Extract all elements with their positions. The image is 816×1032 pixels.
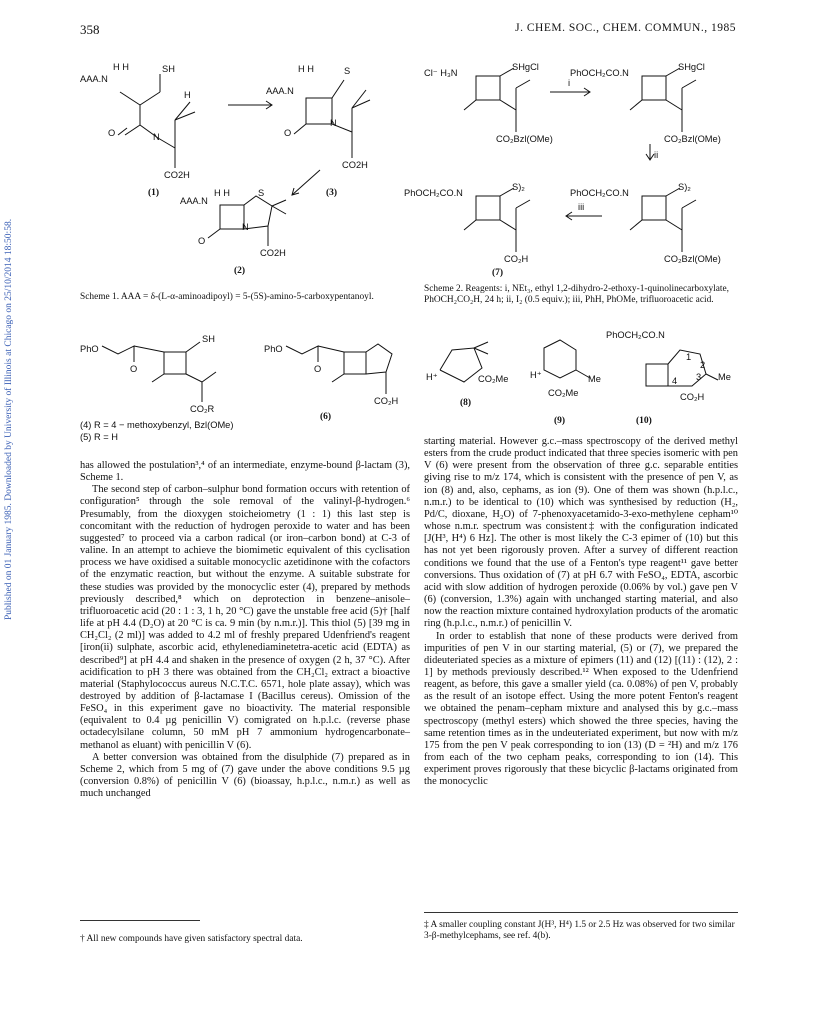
footnote-rule-right bbox=[424, 912, 738, 913]
left-paragraph-2: The second step of carbon–sulphur bond formation occurs with retention of configuration⁵ through the sole removal of the valinyl-β-hydrogen.⁶ Presumably, from the dioxygen stoicheiometry (1 : 1) this last step is concomitant with the reduction of hydrogen peroxide to water and has been suggested⁷ to proceed via a carbon radical (or iron–carbon bond) at C-3 of valine. In an attempt to achieve the biomimetic equivalent of this cyclisation process we have oxidised a suitable monocyclic azetidinone with the cofactors of the enzymatic reaction, but without the enzyme. A suitable substrate for these studies was provided by the monocyclic ester (4), prepared by methods previously described,⁸ which on deprotection in benzene–anisole–trifluoroacetic acid (20 : 1 : 3, 1 h, 20 °C) gave the unstable free acid (5)† [half life at pH 4.4 (D₂O) at 20 °C is ca. 9 min (by n.m.r.)]. This thiol (5) [39 mg in CH₂Cl₂ (2 ml)] was added to 4.2 ml of freshly prepared Udenfriend's reagent [iron(ii) sulphate, ascorbic acid, ethylenediaminetetra-acetic acid (EDTA) as described⁹] at pH 4.4 and shaken in the presence of oxygen (2 h, 37 °C). After acidification to pH 3 there was obtained from the CH₂Cl₂ extract a bioactive material (Staphylococcus aureus N.C.T.C. 6571, hole plate assay), which was destroyed by addition of β-lactamase I (Bacillus cereus). Omission of the FeSO₄ in this experiment gave no bioactivity. The material responsible (equivalent to 0.4 µg penicillin V) comigrated on h.p.l.c. (reverse phase octadecylsilane column, 50 mM pH 7 ammonium hydrogencarbonate–methanol as eluant) with penicillin V (6). bbox=[80, 484, 410, 751]
scheme-2-label-phoch2co-b: PhOCH₂CO.N bbox=[570, 68, 629, 78]
compound-10-label-me: Me bbox=[718, 372, 731, 382]
structures-4-5-6 bbox=[80, 328, 410, 448]
compound-10-label-phoch2co: PhOCH₂CO.N bbox=[606, 330, 665, 340]
scheme-2-structure-d bbox=[630, 188, 696, 252]
scheme-1-label-o-2: O bbox=[198, 236, 206, 246]
right-column-text bbox=[424, 436, 738, 789]
compound-number-1: (1) bbox=[148, 188, 160, 198]
compound-10-locant-4: 4 bbox=[672, 376, 678, 386]
compound-number-3: (3) bbox=[326, 188, 338, 198]
ion-8-label-hplus: H⁺ bbox=[426, 372, 438, 382]
page-number: 358 bbox=[80, 22, 100, 37]
compound-4-label-o: O bbox=[130, 364, 138, 374]
scheme-1-label-co2h-1: CO2H bbox=[164, 170, 190, 180]
scheme-2-label-shgcl-b: SHgCl bbox=[678, 62, 705, 72]
compound-legend-4: (4) R = 4 − methoxybenzyl, Bzl(OMe) bbox=[80, 420, 234, 430]
scheme-2-label-s2-d: S)₂ bbox=[678, 182, 691, 192]
scheme-2-label-co2bzl-d: CO₂Bzl(OMe) bbox=[664, 254, 721, 264]
compound-number-9: (9) bbox=[554, 416, 566, 426]
compound-10-locant-1: 1 bbox=[686, 352, 692, 362]
ion-8-ring bbox=[440, 348, 482, 382]
scheme-1-label-o-3: O bbox=[284, 128, 292, 138]
right-paragraph-1: starting material. However g.c.–mass spectroscopy of the derived methyl esters from the crude product indicated that three species isomeric with pen V (6) were present from the observation of three g.c. separable entities giving rise to m/z 174, which is consistent with the presence of pen V, as ion (8) and, also, cephams, as ion (9). One of them was shown (h.p.l.c., n.m.r.) to be identical to (10) which was synthesised by reduction (H₂, Pd/C, dioxane, H₂O) of 7-phenoxyacetamido-3-exo-methylene cepham¹⁰ whose n.m.r. spectrum was consistent‡ with the configuration indicated [J(H³, H⁴) 6 Hz]. The other is most likely the C-3 epimer of (10) but this has not yet been rigorously proven. After a survey of different reaction conditions we found that the use of a Fenton's type reagent¹¹ gave better conversions. Thus oxidation of (7) at pH 6.7 with FeSO₄, EDTA, ascorbic acid with slow addition of hydrogen peroxide (0.06% by vol.) gave pen V (6) (conversion, 1.3%) again with unchanged starting material, and also now the reaction mixture contained hydroxylation products of the aromatic ring (h.p.l.c., n.m.r.) of penicillin V. bbox=[424, 436, 738, 630]
scheme-2-label-shgcl-a: SHgCl bbox=[512, 62, 539, 72]
scheme-1-label-hh-3: H H bbox=[298, 64, 315, 74]
compound-4-label-co2r: CO₂R bbox=[190, 404, 215, 414]
scheme-2-structure-b bbox=[630, 68, 696, 132]
scheme-2-label-amine: Cl⁻ H₃N bbox=[424, 68, 458, 78]
ion-9-label-me: Me bbox=[588, 374, 601, 384]
scheme-1-label-h: H bbox=[184, 90, 191, 100]
footnote-double-dagger: ‡ A smaller coupling constant J(H³, H⁴) 1.5 or 2.5 Hz was observed for two similar 3-β-methylcephams, see ref. 4(b). bbox=[424, 920, 735, 941]
compound-6-label-pho: PhO bbox=[264, 344, 283, 354]
left-paragraph-3: A better conversion was obtained from the disulphide (7) prepared as in Scheme 2, which from 5 mg of (7) gave under the above conditions 9.5 µg (conversion 0.8%) of penicillin V (6) (bioassay, h.p.l.c., n.m.r.) as well as much unchanged bbox=[80, 751, 410, 800]
compound-6-label-co2h: CO₂H bbox=[374, 396, 399, 406]
scheme-1-label-n-1: N bbox=[153, 132, 160, 142]
scheme-1-label-aaa-n-3: AAA.N bbox=[266, 86, 294, 96]
scheme-2-caption: Scheme 2. Reagents: i, NEt₃, ethyl 1,2-dihydro-2-ethoxy-1-quinolinecarboxylate, PhOCH₂CO₂H, 24 h; ii, I₂ (0.5 equiv.); iii, PhH, PhOMe, trifluoroacetic acid. bbox=[424, 284, 730, 305]
scheme-2-reagent-ii: ii bbox=[654, 150, 659, 160]
scheme-1-label-n-3: N bbox=[330, 118, 337, 128]
footnote-rule-left bbox=[80, 920, 200, 921]
scheme-2-reagent-i: i bbox=[568, 78, 571, 88]
scheme-2-label-co2bzl-a: CO₂Bzl(OMe) bbox=[496, 134, 553, 144]
left-paragraph-1: has allowed the postulation³,⁴ of an intermediate, enzyme-bound β-lactam (3), Scheme 1. bbox=[80, 460, 410, 484]
compound-4-label-sh: SH bbox=[202, 334, 215, 344]
scheme-2-figure bbox=[404, 58, 738, 278]
right-paragraph-2: In order to establish that none of these products were derived from impurities of pen V in our starting material, (5) or (7), we prepared the dideuteriated species as a mixture of epimers (11) and (12) [(11) : (12), 2 : 1] by methods previously described.¹² When exposed to the Udenfriend reagent, as before, this gave a smaller yield (ca. 0.08%) of pen V, probably as the result of an isotope effect. Using the more potent Fenton's reagent we obtained the penam–cepham mixture and analysed this by g.c.–mass spectroscopy (methyl esters) which showed the three species, having the same retention times as in the undeuteriated experiment, but now with m/z 175 from the pen V peak corresponding to ion (13) (D = ²H) and m/z 176 from each of the two cepham peaks, corresponding to ion (14). This experiment proves rigorously that these bicyclic β-lactams originated from the monocyclic bbox=[424, 630, 738, 788]
journal-running-head: J. CHEM. SOC., CHEM. COMMUN., 1985 bbox=[515, 22, 736, 34]
scheme-2-label-co2h-c: CO₂H bbox=[504, 254, 529, 264]
compound-1-structure bbox=[118, 74, 195, 168]
scheme-2-structure-a bbox=[464, 68, 530, 132]
compound-number-10: (10) bbox=[636, 416, 652, 426]
compound-4-label-pho: PhO bbox=[80, 344, 99, 354]
structures-8-9-10 bbox=[424, 330, 738, 430]
scheme-2-drawing bbox=[424, 58, 738, 278]
ion-9-label-co2me: CO₂Me bbox=[548, 388, 579, 398]
scheme-1-label-aaa-n-2: AAA.N bbox=[180, 196, 208, 206]
scheme-1-label-co2h-3: CO2H bbox=[342, 160, 368, 170]
compound-10-label-co2h: CO₂H bbox=[680, 392, 705, 402]
scheme-1-caption: Scheme 1. AAA = δ-(L-α-aminoadipoyl) = 5-(5S)-amino-5-carboxypentanoyl. bbox=[80, 292, 374, 302]
compound-legend-5: (5) R = H bbox=[80, 432, 118, 442]
ion-9-ring bbox=[544, 340, 576, 378]
compound-10-locant-3: 3 bbox=[696, 372, 702, 382]
scheme-1-label-s-3: S bbox=[344, 66, 351, 76]
compound-4-5-structure bbox=[102, 342, 216, 402]
scheme-1-drawing bbox=[80, 60, 410, 285]
ion-9-label-hplus: H⁺ bbox=[530, 370, 542, 380]
left-column-text bbox=[80, 460, 410, 800]
scheme-1-label-hh-1: H H bbox=[113, 62, 130, 72]
scheme-2-structure-c bbox=[464, 188, 530, 252]
compound-10-locant-2: 2 bbox=[700, 360, 706, 370]
compound-number-6: (6) bbox=[320, 412, 332, 422]
scheme-2-label-phoch2co-c: PhOCH₂CO.N bbox=[404, 188, 463, 198]
scheme-1-label-o-1: O bbox=[108, 128, 116, 138]
download-watermark: Published on 01 January 1985. Downloaded by University of Illinois at Chicago on 25/10/2014 18:50:58. bbox=[4, 218, 14, 620]
scheme-1-label-s-2: S bbox=[258, 188, 265, 198]
scheme-1-label-co2h-2: CO2H bbox=[260, 248, 286, 258]
compound-number-8: (8) bbox=[460, 398, 472, 408]
scheme-1-label-n-2: N bbox=[242, 222, 249, 232]
scheme-2-reagent-iii: iii bbox=[578, 202, 585, 212]
compound-number-7: (7) bbox=[492, 268, 504, 278]
compound-6-structure bbox=[286, 344, 392, 394]
scheme-1-figure bbox=[80, 60, 410, 285]
ion-8-label-co2me: CO₂Me bbox=[478, 374, 509, 384]
compound-6-label-o: O bbox=[314, 364, 322, 374]
compound-10-lactam-ring bbox=[646, 364, 668, 386]
scheme-1-label-sh: SH bbox=[162, 64, 175, 74]
compound-10-methyl bbox=[706, 374, 718, 380]
scheme-1-label-aaa-n-1: AAA.N bbox=[80, 74, 108, 84]
scheme-2-label-co2bzl-b: CO₂Bzl(OMe) bbox=[664, 134, 721, 144]
scheme-2-label-phoch2co-d: PhOCH₂CO.N bbox=[570, 188, 629, 198]
scheme-1-label-hh-2: H H bbox=[214, 188, 231, 198]
scheme-2-label-s2-c: S)₂ bbox=[512, 182, 525, 192]
footnote-dagger: † All new compounds have given satisfactory spectral data. bbox=[80, 934, 303, 944]
compound-number-2: (2) bbox=[234, 266, 246, 276]
scheme-1-arrow-2 bbox=[292, 170, 320, 195]
ion-8-methyl-1 bbox=[474, 342, 488, 348]
compound-2-structure bbox=[208, 196, 286, 246]
